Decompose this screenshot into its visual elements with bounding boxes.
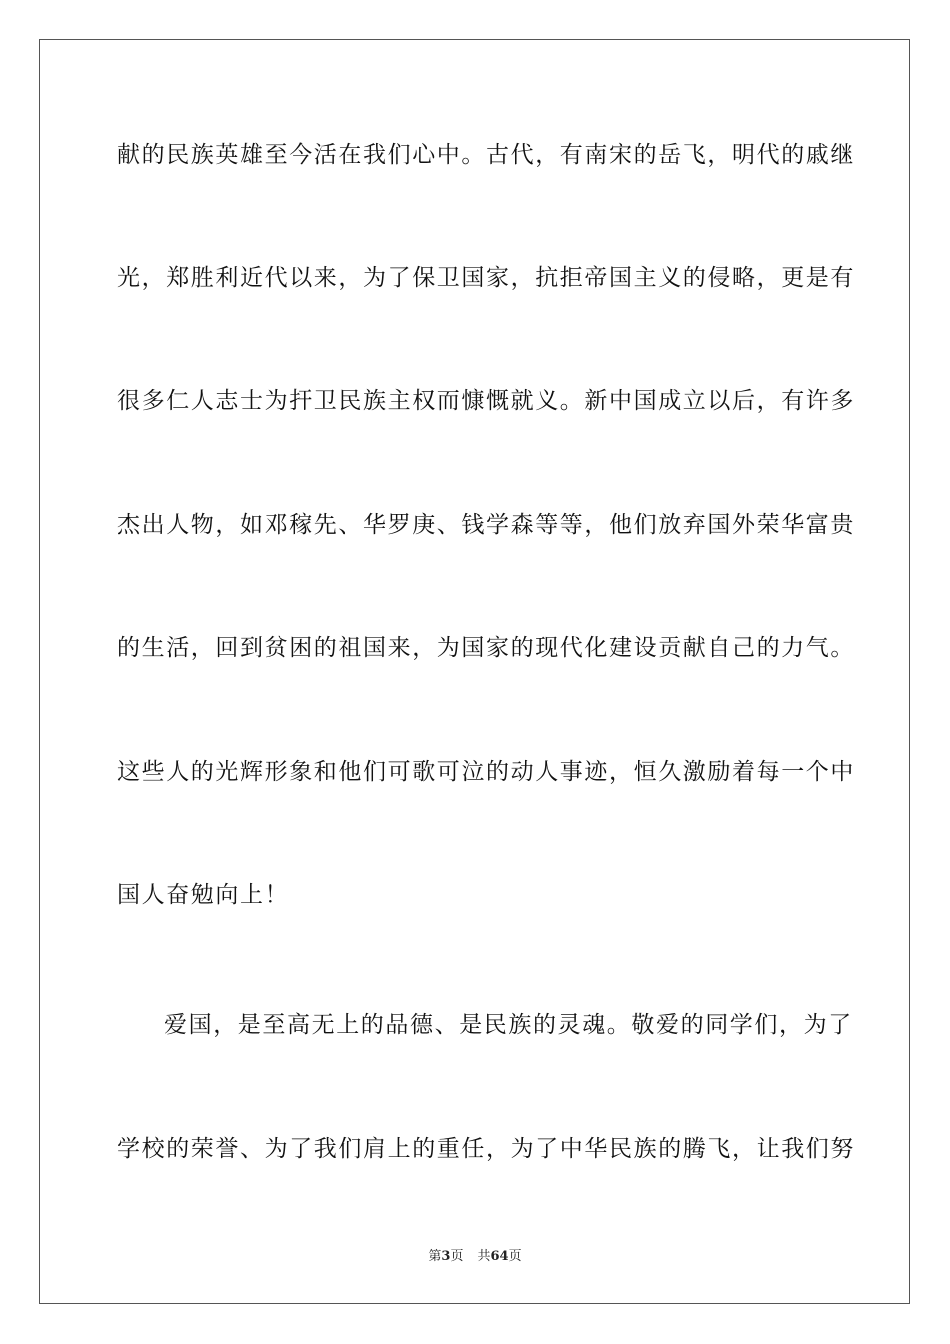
text-line-1: 献的民族英雄至今活在我们心中。古代，有南宋的岳飞，明代的戚继: [117, 142, 855, 168]
text-line-4: 杰出人物，如邓稼先、华罗庚、钱学森等等，他们放弃国外荣华富贵: [117, 512, 855, 538]
text-line-9: 学校的荣誉、为了我们肩上的重任，为了中华民族的腾飞，让我们努: [117, 1136, 855, 1162]
text-line-2: 光，郑胜利近代以来，为了保卫国家，抗拒帝国主义的侵略，更是有: [117, 265, 855, 291]
total-suffix: 页: [508, 1249, 522, 1264]
text-line-8: 爱国，是至高无上的品德、是民族的灵魂。敬爱的同学们，为了: [164, 1012, 853, 1038]
text-line-3: 很多仁人志士为扞卫民族主权而慷慨就义。新中国成立以后，有许多: [117, 388, 855, 414]
page-border: [39, 39, 910, 1304]
text-line-7: 国人奋勉向上！: [117, 882, 290, 908]
page-number: 3: [441, 1249, 451, 1264]
page-suffix: 页: [450, 1249, 464, 1264]
text-line-5: 的生活，回到贫困的祖国来，为国家的现代化建设贡献自己的力气。: [117, 635, 855, 661]
text-line-6: 这些人的光辉形象和他们可歌可泣的动人事迹，恒久激励着每一个中: [117, 759, 855, 785]
total-pages: 64: [490, 1249, 509, 1264]
total-prefix: 共: [477, 1249, 491, 1264]
page-prefix: 第: [428, 1249, 442, 1264]
page-footer: [0, 1248, 950, 1266]
